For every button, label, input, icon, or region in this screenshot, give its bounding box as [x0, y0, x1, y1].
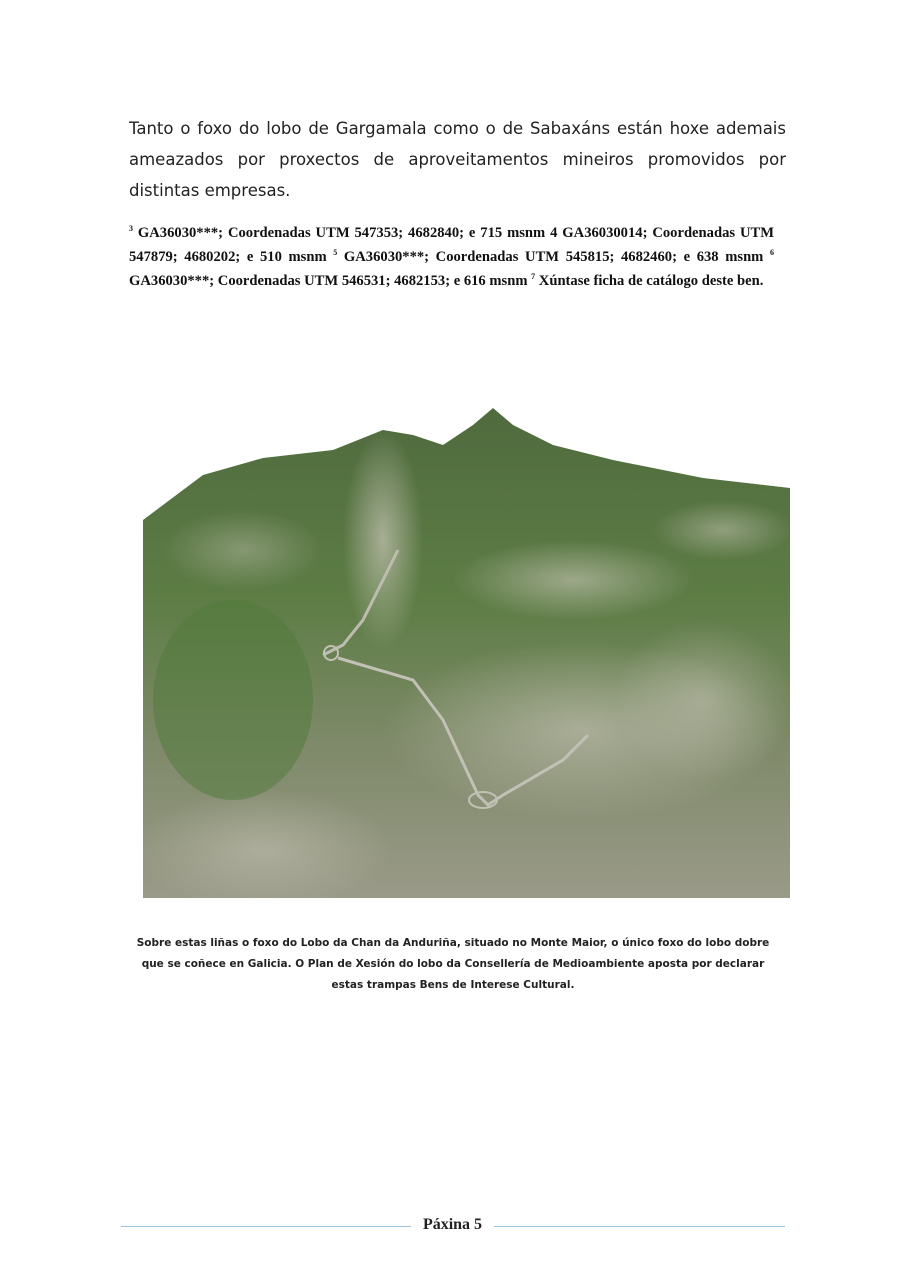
footnote-text: GA36030***; Coordenadas UTM 545815; 4682460; e 638 msnm: [337, 248, 770, 265]
footnote-mark: 5: [333, 247, 338, 257]
aerial-terrain-photo: [143, 400, 790, 898]
footer-divider: [121, 1226, 411, 1227]
footnote-mark: 7: [531, 271, 536, 281]
footnote-text: GA36030***; Coordenadas UTM 546531; 4682153; e 616 msnm: [129, 272, 532, 289]
footnote-text: GA36030***; Coordenadas UTM 547353; 4682840; e 715 msnm 4 GA36030014; Coordenadas UTM 547879; 4680202; e 510 msnm: [129, 224, 774, 265]
footnote-mark: 3: [129, 224, 133, 233]
footer-divider: [494, 1226, 785, 1227]
footnote-text: Xúntase ficha de catálogo deste ben.: [535, 272, 764, 289]
footnote-mark: 6: [769, 247, 774, 257]
photo-caption: Sobre estas liñas o foxo do Lobo da Chan da Anduriña, situado no Monte Maior, o único foxo do lobo dobre que se coñece en Galicia. O Plan de Xesión do lobo da Consellería de Medioambiente aposta por declarar estas trampas Bens de Interese Cultural.: [136, 937, 770, 991]
body-paragraph: Tanto o foxo do lobo de Gargamala como o de Sabaxáns están hoxe ademais ameazados por proxectos de aproveitamentos mineiros promovidos por distintas empresas.: [129, 119, 786, 200]
page-footer: [121, 1216, 785, 1240]
footnotes: [129, 219, 774, 291]
page-number: Páxina 5: [422, 1216, 483, 1233]
